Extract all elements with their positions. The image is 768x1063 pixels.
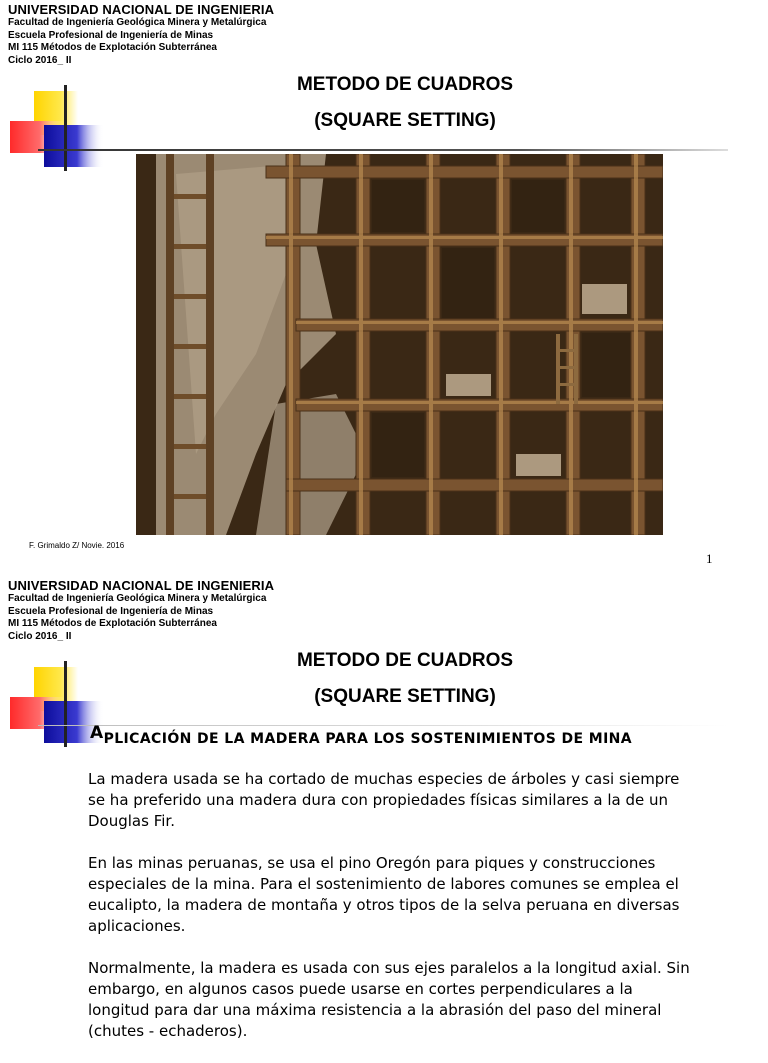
faculty-name: Facultad de Ingeniería Geológica Minera y Metalúrgica	[8, 593, 267, 604]
slide-title: METODO DE CUADROS	[296, 74, 514, 95]
section-heading-initial: A	[90, 723, 104, 743]
university-name: UNIVERSIDAD NACIONAL DE INGENIERIA	[8, 578, 275, 593]
paragraph: En las minas peruanas, se usa el pino Oregón para piques y construcciones especiales de la mina. Para el sostenimiento de labores comunes se emplea el eucalipto, la madera de montaña y otros tipos de la selva peruana en diversas aplicaciones.	[88, 854, 680, 935]
cycle-label: Ciclo 2016_ II	[8, 54, 72, 66]
author-date-note: F. Grimaldo Z/ Novie. 2016	[29, 541, 125, 550]
slide-2	[0, 576, 768, 1040]
paragraph: La madera usada se ha cortado de muchas especies de árboles y casi siempre se ha preferido una madera dura con propiedades físicas similares a la de un Douglas Fir.	[88, 770, 680, 830]
page-number: 1	[706, 551, 713, 566]
paragraph: Normalmente, la madera es usada con sus ejes paralelos a la longitud axial. Sin embargo, en algunos casos puede usarse en cortes perpendiculares a la longitud para dar una máxima resistencia a la abrasión del paso del mineral (chutes - echaderos).	[88, 959, 690, 1040]
university-name: UNIVERSIDAD NACIONAL DE INGENIERIA	[8, 2, 275, 17]
slide-subtitle: (SQUARE SETTING)	[314, 110, 496, 131]
course-name: MI 115 Métodos de Explotación Subterránea	[8, 42, 217, 53]
slide-title: METODO DE CUADROS	[296, 650, 514, 671]
square-setting-photo	[136, 154, 663, 535]
school-name: Escuela Profesional de Ingeniería de Minas	[8, 29, 214, 41]
school-name: Escuela Profesional de Ingeniería de Minas	[8, 605, 214, 617]
course-name: MI 115 Métodos de Explotación Subterránea	[8, 618, 217, 629]
section-heading-text: PLICACIÓN DE LA MADERA PARA LOS SOSTENIMIENTOS DE MINA	[103, 731, 633, 747]
section-heading	[90, 723, 633, 748]
cycle-label: Ciclo 2016_ II	[8, 630, 72, 642]
slide-header	[8, 3, 274, 67]
decorative-logo-squares	[0, 85, 120, 175]
divider-line	[38, 149, 728, 151]
faculty-name: Facultad de Ingeniería Geológica Minera y Metalúrgica	[8, 17, 267, 28]
slide-header	[8, 579, 274, 643]
slide-subtitle: (SQUARE SETTING)	[314, 686, 496, 707]
body-text	[88, 769, 698, 1063]
divider-line	[38, 725, 728, 726]
